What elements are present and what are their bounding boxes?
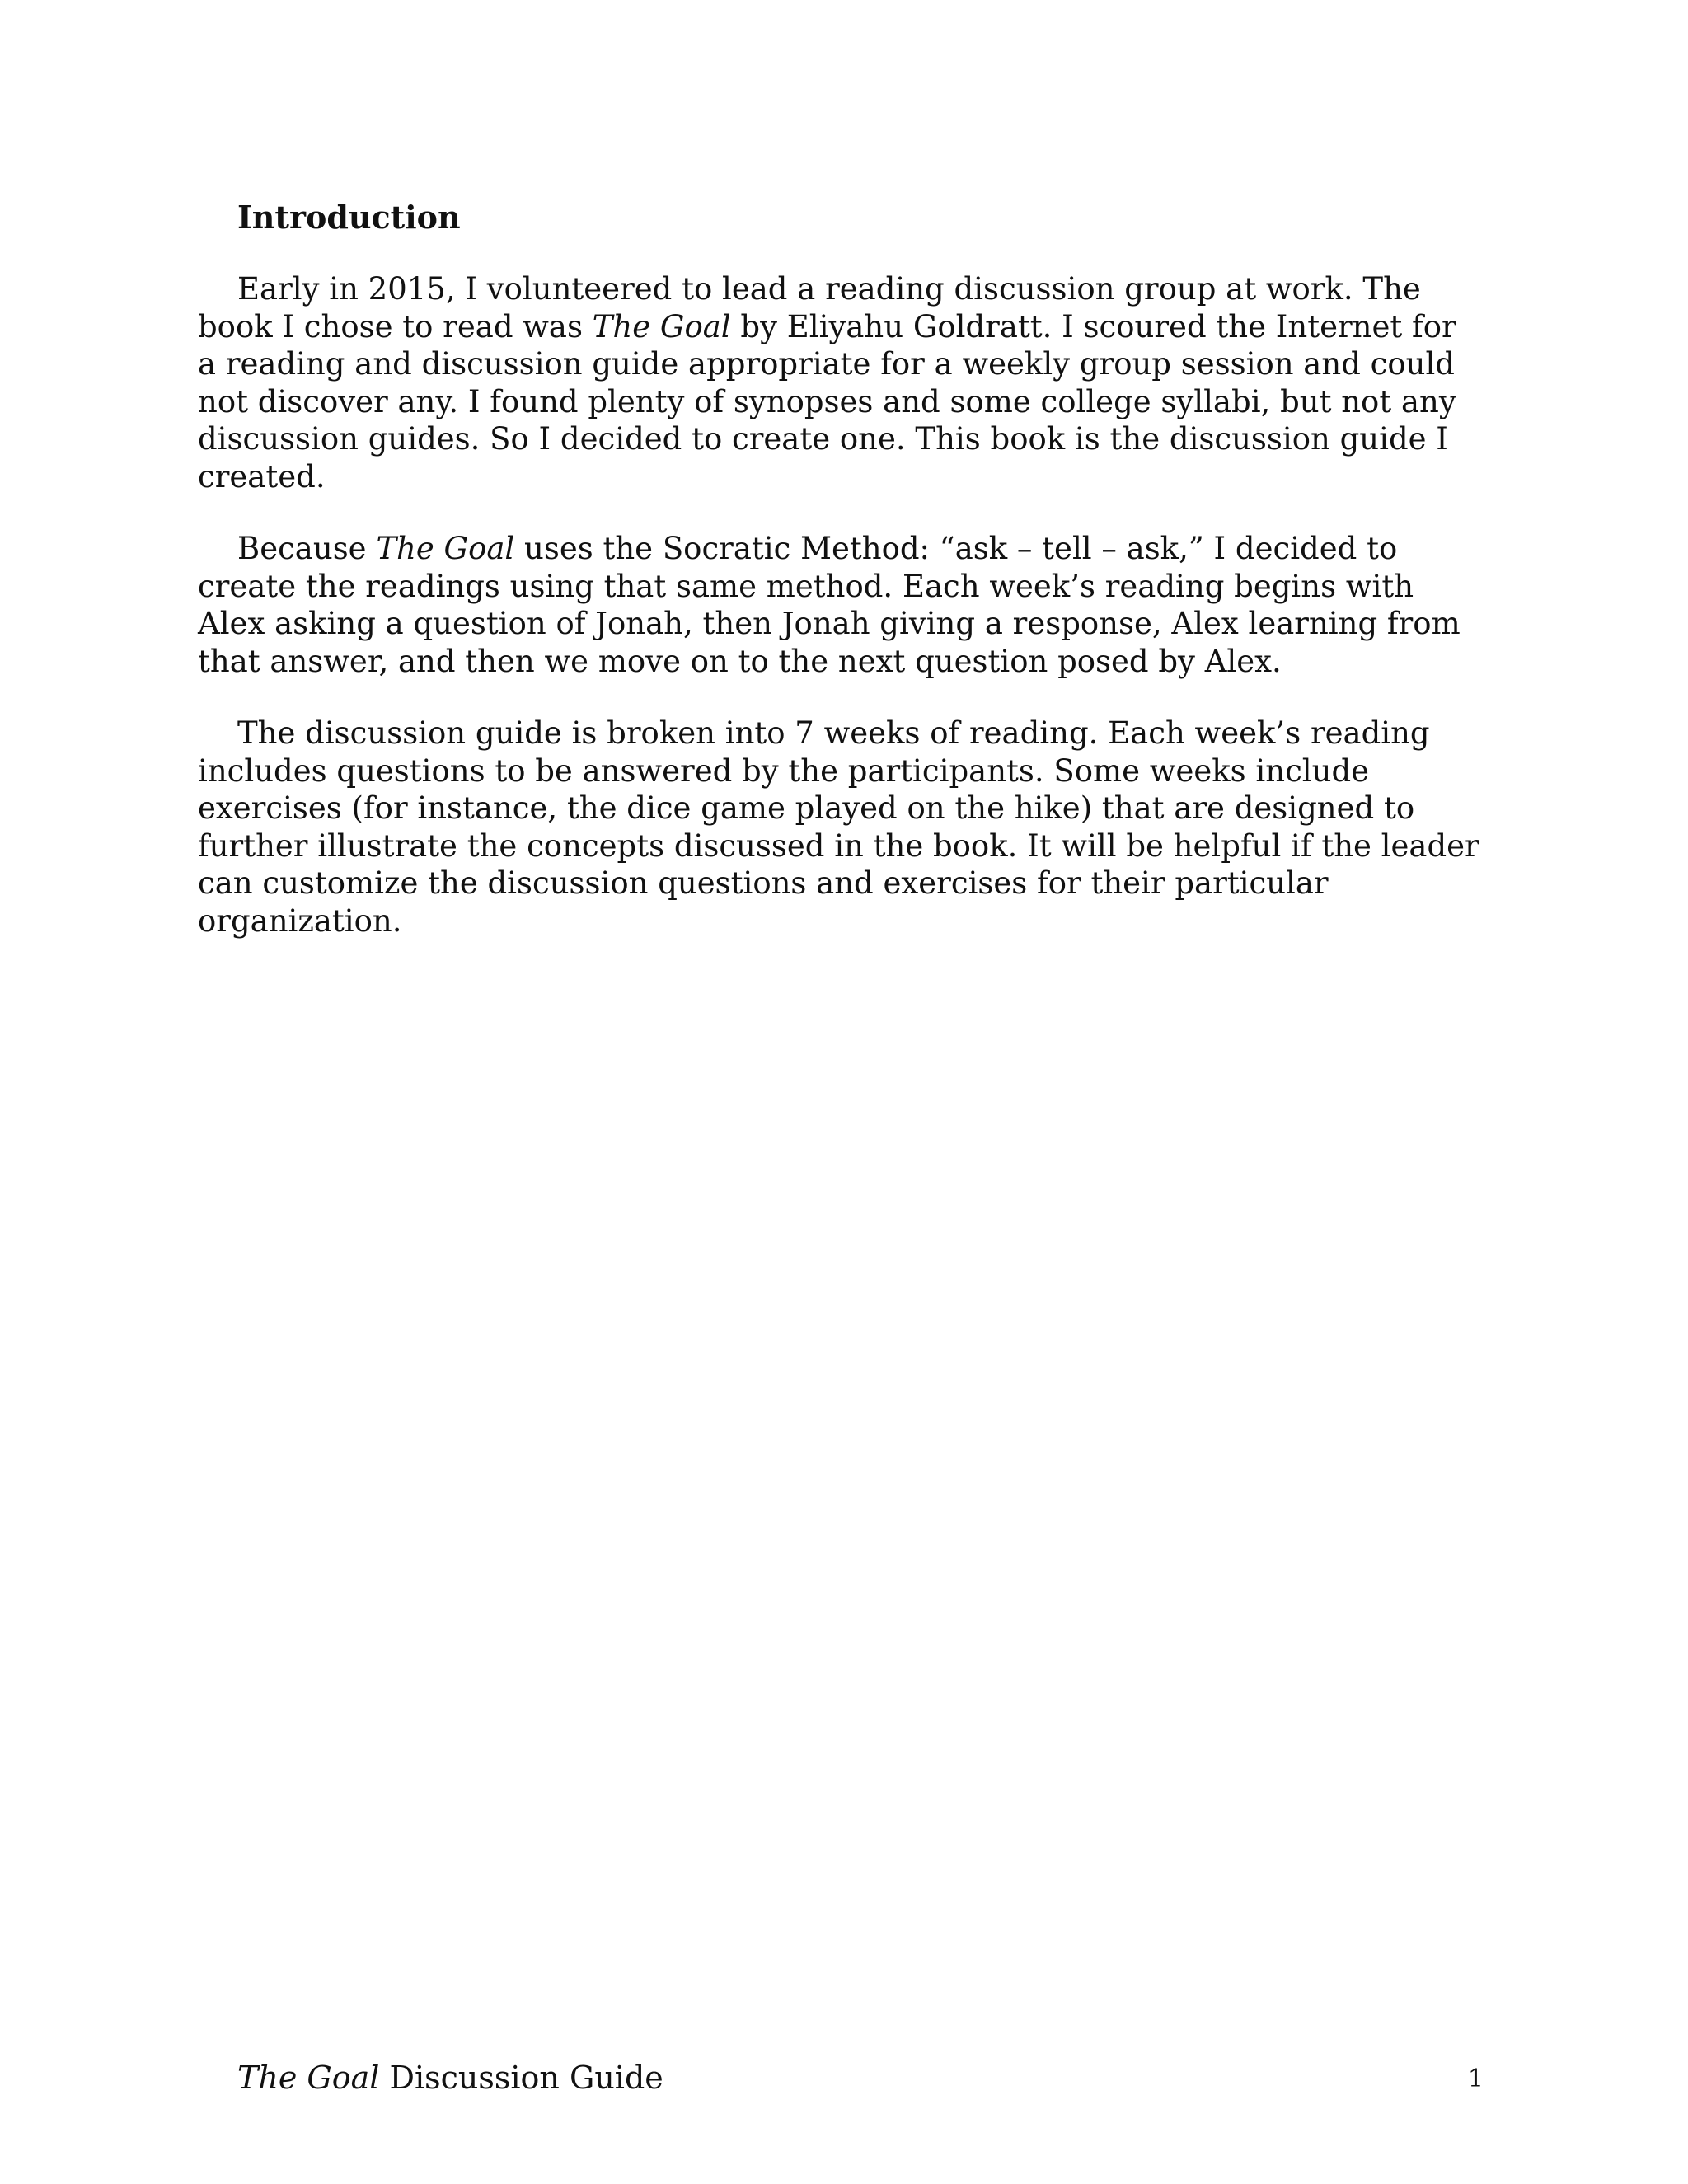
footer-title-rest: Discussion Guide	[379, 2060, 663, 2096]
paragraph-3	[198, 715, 1484, 940]
page-footer	[237, 2057, 1484, 2098]
paragraph-3-run-1: The discussion guide is broken into 7 weeks of reading. Each week’s reading includes questions to be answered by the participants. Some weeks include exercises (for instance, the dice game played on the hike) that are designed to further illustrate the concepts discussed in the book. It will be helpful if the leader can customize the discussion questions and exercises for their particular organization.	[198, 715, 1479, 939]
paragraph-1	[198, 270, 1484, 495]
paragraph-1-run-2-book-title: The Goal	[592, 308, 731, 344]
paragraph-2-run-3: uses the Socratic Method: “ask – tell – ask,” I decided to create the readings using that same method. Each week’s reading begins with Alex asking a question of Jonah, then Jonah giving a response, Alex learning from that answer, and then we move on to the next question posed by Alex.	[198, 531, 1461, 679]
paragraph-2	[198, 530, 1484, 680]
paragraph-2-run-2-book-title: The Goal	[376, 531, 515, 566]
paragraph-1-run-1: Early in 2015, I volunteered to lead a reading discussion group at work. The book I chose to read was	[198, 271, 1421, 344]
paragraph-2-run-1: Because	[237, 531, 377, 566]
footer-title	[237, 2057, 663, 2098]
section-heading: Introduction	[237, 199, 461, 236]
page-number: 1	[1467, 2064, 1484, 2093]
page-content	[198, 198, 1484, 974]
footer-title-italic: The Goal	[237, 2060, 380, 2096]
paragraph-1-run-3: by Eliyahu Goldratt. I scoured the Internet for a reading and discussion guide appropriate for a weekly group session and could not discover any. I found plenty of synopses and some college syllabi, but not any discussion guides. So I decided to create one. This book is the discussion guide I created.	[198, 308, 1456, 494]
